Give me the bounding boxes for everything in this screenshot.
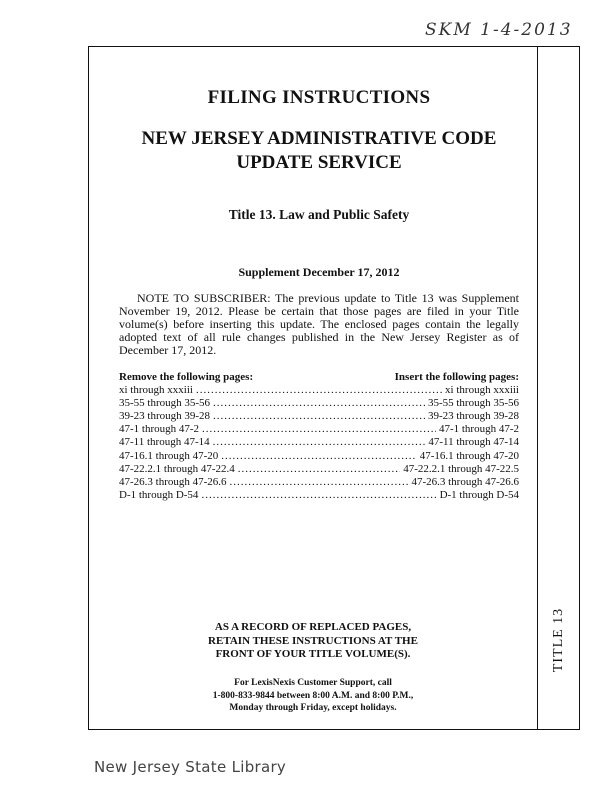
insert-header: Insert the following pages:	[394, 371, 519, 383]
table-row	[119, 423, 519, 436]
record-line3: FRONT OF YOUR TITLE VOLUME(S).	[215, 648, 411, 660]
table-row	[119, 384, 519, 397]
insert-range: xi through xxxiii	[445, 384, 519, 397]
insert-range: 47-1 through 47-2	[438, 423, 519, 436]
table-row	[119, 410, 519, 423]
insert-range: D-1 through D-54	[439, 488, 519, 501]
supplement-line: Supplement December 17, 2012	[238, 265, 400, 279]
remove-range: 35-55 through 35-56	[119, 397, 211, 410]
dot-leader	[213, 436, 426, 449]
remove-range: 47-16.1 through 47-20	[119, 449, 219, 462]
spine-label-text: TITLE 13	[551, 607, 566, 673]
remove-range: 39-23 through 39-28	[119, 410, 211, 423]
dot-leader	[196, 384, 442, 397]
remove-header: Remove the following pages:	[119, 371, 254, 383]
filing-instructions-heading: FILING INSTRUCTIONS	[207, 87, 431, 108]
table-row	[119, 463, 519, 476]
document-frame	[88, 46, 580, 730]
record-notice	[89, 621, 537, 662]
dot-leader	[202, 423, 436, 436]
dot-leader	[238, 463, 400, 476]
dot-leader	[230, 476, 409, 489]
support-line1: For LexisNexis Customer Support, call	[234, 678, 392, 688]
table-row	[119, 397, 519, 410]
insert-range: 47-11 through 47-14	[428, 436, 519, 449]
support-line2: 1-800-833-9844 between 8:00 A.M. and 8:00 P.M.,	[212, 690, 414, 701]
remove-range: 47-26.3 through 47-26.6	[119, 475, 227, 488]
code-heading-line2: UPDATE SERVICE	[236, 152, 402, 173]
dot-leader	[213, 410, 425, 423]
page-table	[119, 371, 519, 502]
main-content	[119, 87, 519, 502]
remove-range: 47-11 through 47-14	[119, 436, 210, 449]
library-watermark: New Jersey State Library	[94, 758, 287, 776]
remove-range: 47-22.2.1 through 47-22.4	[119, 462, 235, 475]
table-row	[119, 436, 519, 449]
code-heading	[119, 127, 519, 175]
page-table-header	[119, 371, 519, 384]
remove-range: xi through xxxiii	[119, 384, 193, 397]
dot-leader	[221, 450, 416, 463]
support-notice	[89, 677, 537, 715]
insert-range: 47-22.2.1 through 47-22.5	[403, 462, 519, 475]
table-row	[119, 450, 519, 463]
insert-range: 47-16.1 through 47-20	[419, 449, 519, 462]
page-table-rows	[119, 384, 519, 502]
code-heading-line1: NEW JERSEY ADMINISTRATIVE CODE	[141, 128, 497, 149]
dot-leader	[213, 397, 425, 410]
remove-range: 47-1 through 47-2	[119, 423, 200, 436]
subscriber-note: NOTE TO SUBSCRIBER: The previous update to Title 13 was Supplement November 19, 2012. Please be certain that those pages are filed in your Title volume(s) before inserting this update. The enclosed pages contain the legally adopted text of all rule changes published in the New Jersey Register as of December 17, 2012.	[119, 291, 519, 357]
title-line: Title 13. Law and Public Safety	[228, 207, 410, 222]
table-row	[119, 489, 519, 502]
table-row	[119, 476, 519, 489]
dot-leader	[201, 489, 436, 502]
record-line1: AS A RECORD OF REPLACED PAGES,	[214, 621, 412, 633]
spine-label	[538, 595, 580, 685]
remove-range: D-1 through D-54	[119, 488, 199, 501]
insert-range: 35-55 through 35-56	[427, 397, 519, 410]
insert-range: 39-23 through 39-28	[427, 410, 519, 423]
record-line2: RETAIN THESE INSTRUCTIONS AT THE	[208, 634, 418, 647]
support-line3: Monday through Friday, except holidays.	[229, 703, 397, 713]
handwritten-annotation: SKM 1-4-2013	[425, 20, 573, 40]
insert-range: 47-26.3 through 47-26.6	[411, 475, 519, 488]
